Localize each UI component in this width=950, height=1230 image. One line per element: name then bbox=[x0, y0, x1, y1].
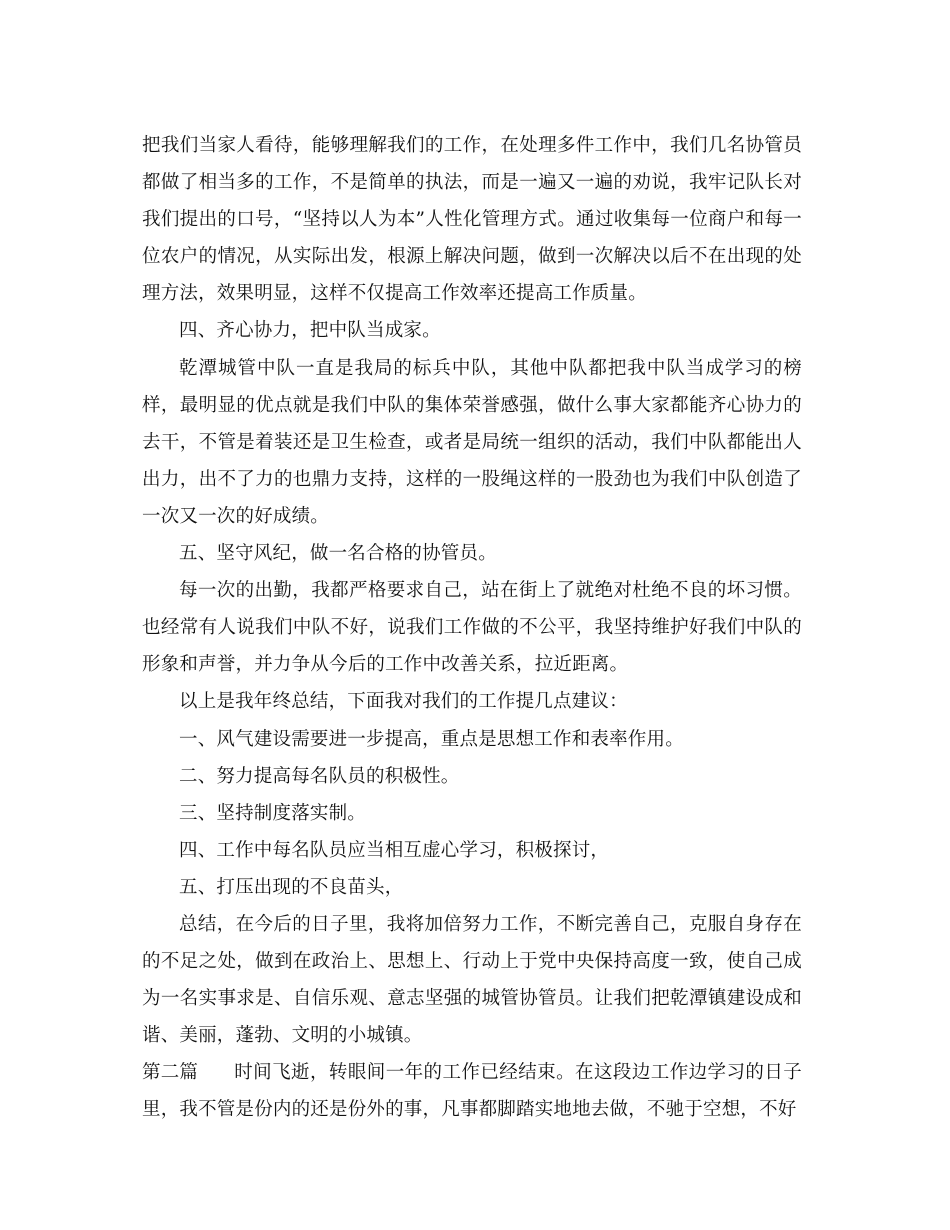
suggestion-item-3: 三、坚持制度落实制。 bbox=[179, 802, 367, 824]
paragraph-conclusion: 总结，在今后的日子里，我将加倍努力工作，不断完善自己，克服自身存在的不足之处，做到在政治上、思想上、行动上于党中央保持高度一致，使自己成为一名实事求是、自信乐观、意志坚强的城管协管员。让我们把乾潭镇建设成和谐、美丽，蓬勃、文明的小城镇。 bbox=[142, 913, 802, 1047]
suggestion-item-2: 二、努力提高每名队员的积极性。 bbox=[179, 765, 460, 787]
second-section-text: 时间飞逝，转眼间一年的工作已经结束。在这段边工作边学习的日子里，我不管是份内的还是份外的事，凡事都脚踏实地地去做，不驰于空想，不好 bbox=[142, 1062, 802, 1121]
second-section-paragraph bbox=[142, 1054, 802, 1128]
paragraph-discipline: 每一次的出勤，我都严格要求自己，站在街上了就绝对杜绝不良的坏习惯。也经常有人说我们中队不好，说我们工作做的不公平，我坚持维护好我们中队的形象和声誉，并力争从今后的工作中改善关系，拉近距离。 bbox=[142, 580, 802, 676]
paragraph-continuation: 把我们当家人看待，能够理解我们的工作，在处理多件工作中，我们几名协管员都做了相当多的工作，不是简单的执法，而是一遍又一遍的劝说，我牢记队长对我们提出的口号，“坚持以人为本”人性化管理方式。通过收集每一位商户和每一位农户的情况，从实际出发，根源上解决问题，做到一次解决以后不在出现的处理方法，效果明显，这样不仅提高工作效率还提高工作质量。 bbox=[142, 135, 802, 305]
suggestion-item-5: 五、打压出现的不良苗头， bbox=[179, 876, 404, 898]
document-body bbox=[142, 127, 802, 1129]
suggestion-item-4: 四、工作中每名队员应当相互虚心学习，积极探讨， bbox=[179, 839, 610, 861]
paragraph-team-unity: 乾潭城管中队一直是我局的标兵中队，其他中队都把我中队当成学习的榜样，最明显的优点就是我们中队的集体荣誉感强，做什么事大家都能齐心协力的去干，不管是着装还是卫生检查，或者是局统一组织的活动，我们中队都能出人出力，出不了力的也鼎力支持，这样的一股绳这样的一股劲也为我们中队创造了一次又一次的好成绩。 bbox=[142, 357, 802, 527]
section-marker: 第二篇 bbox=[142, 1062, 199, 1084]
paragraph-suggestions-intro: 以上是我年终总结，下面我对我们的工作提几点建议： bbox=[179, 691, 628, 713]
heading-section-five: 五、坚守风纪，做一名合格的协管员。 bbox=[179, 543, 497, 565]
heading-section-four: 四、齐心协力，把中队当成家。 bbox=[179, 320, 441, 342]
suggestion-item-1: 一、风气建设需要进一步提高，重点是思想工作和表率作用。 bbox=[179, 728, 684, 750]
